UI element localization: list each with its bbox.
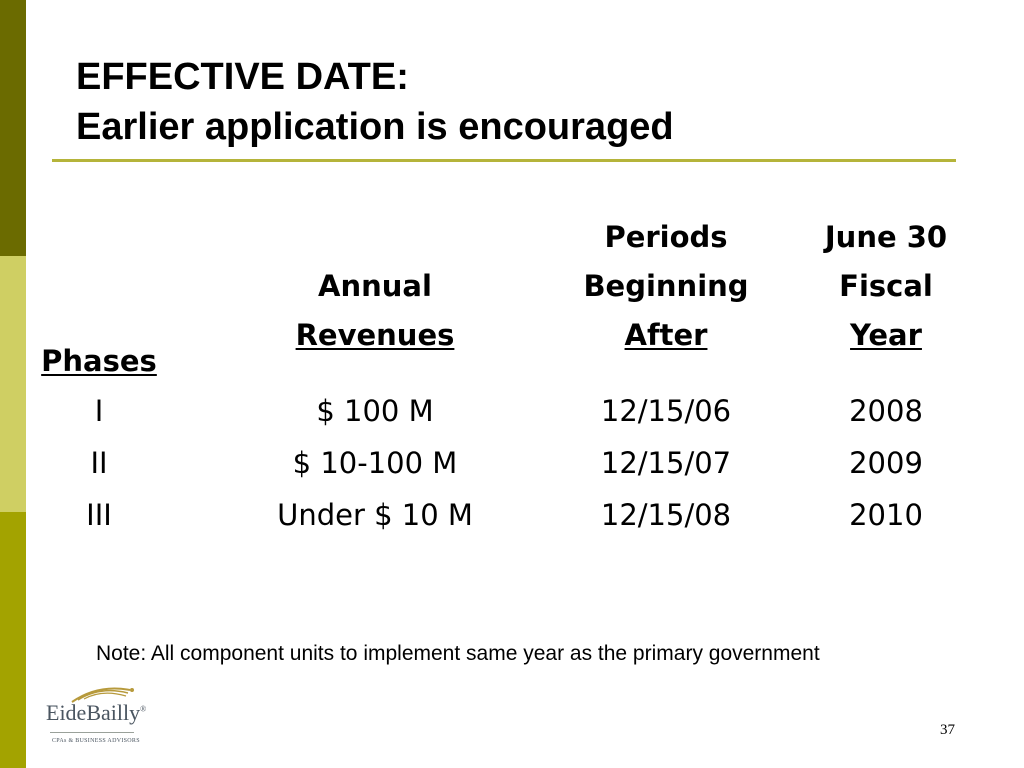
header-periods: Periods (604, 220, 728, 254)
row-3-period: 12/15/08 (600, 498, 732, 532)
row-1-phase: I (94, 394, 104, 428)
logo-name-text: EideBailly (46, 700, 141, 725)
footnote: Note: All component units to implement same year as the primary government (96, 642, 820, 665)
logo-registered-mark: ® (140, 704, 147, 714)
title-divider (52, 159, 956, 162)
slide-title (76, 52, 956, 152)
header-june-30: June 30 (824, 220, 948, 254)
eide-bailly-logo (46, 684, 146, 754)
left-accent-bar-middle (0, 256, 26, 512)
logo-wordmark (46, 700, 146, 726)
row-2-period: 12/15/07 (600, 446, 732, 480)
row-1-revenue: $ 100 M (316, 394, 434, 428)
row-2-phase: II (90, 446, 108, 480)
header-beginning: Beginning (583, 269, 749, 303)
page-number: 37 (940, 722, 955, 738)
logo-underline (50, 732, 134, 733)
header-phases: Phases (41, 344, 157, 378)
row-3-fiscal-year: 2010 (849, 498, 923, 532)
left-accent-bar-bottom (0, 512, 26, 768)
header-revenues: Revenues (295, 318, 455, 352)
row-3-revenue: Under $ 10 M (277, 498, 473, 532)
left-accent-bar-top (0, 0, 26, 256)
header-year: Year (850, 318, 922, 352)
row-3-phase: III (86, 498, 112, 532)
header-after: After (624, 318, 708, 352)
row-2-fiscal-year: 2009 (849, 446, 923, 480)
header-fiscal: Fiscal (839, 269, 933, 303)
row-2-revenue: $ 10-100 M (292, 446, 458, 480)
row-1-fiscal-year: 2008 (849, 394, 923, 428)
title-line-1: EFFECTIVE DATE: (76, 56, 409, 98)
header-annual: Annual (318, 269, 432, 303)
title-line-2: Earlier application is encouraged (76, 106, 674, 148)
row-1-period: 12/15/06 (600, 394, 732, 428)
logo-tagline: CPAs & BUSINESS ADVISORS (52, 738, 140, 744)
